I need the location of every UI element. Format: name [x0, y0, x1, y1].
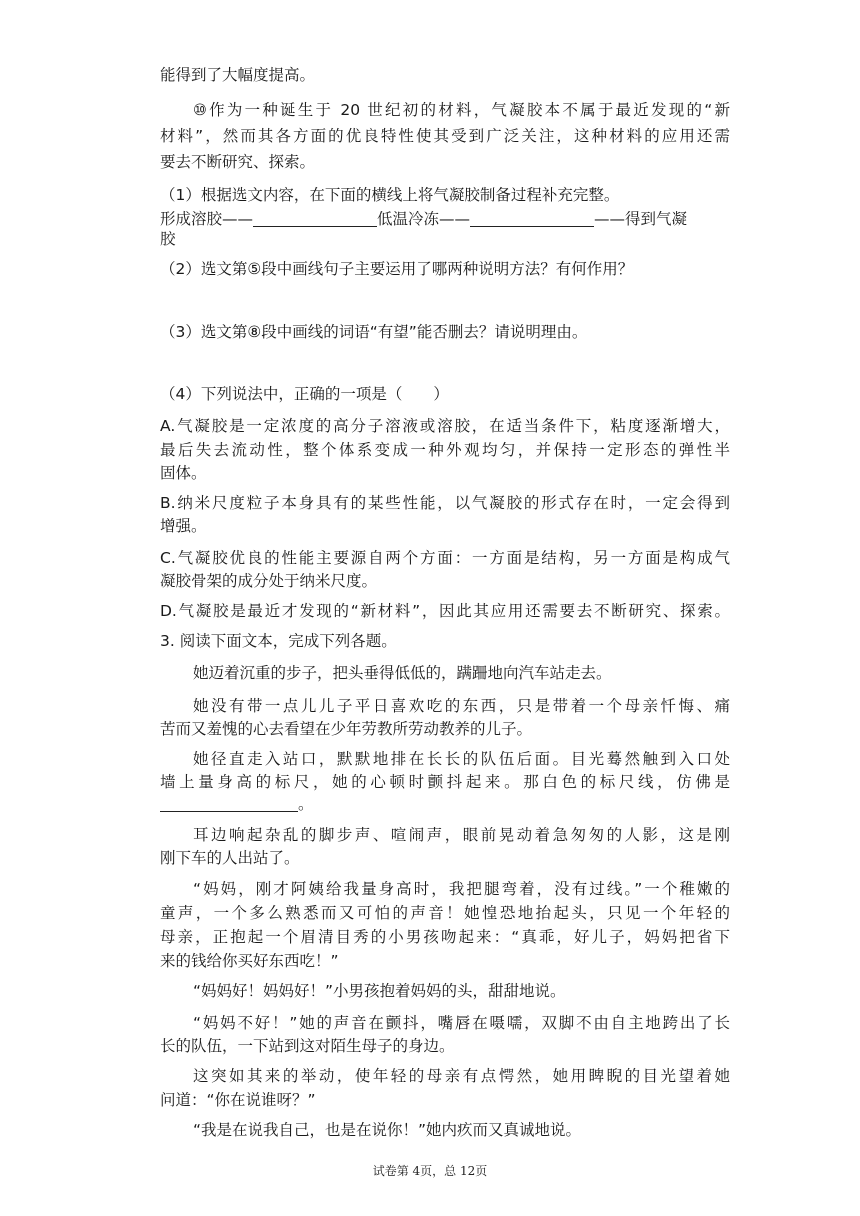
passage-paragraph: 她迈着沉重的步子，把头垂得低低的，蹒跚地向汽车站走去。: [193, 664, 612, 682]
passage-paragraph: 她没有带一点儿儿子平日喜欢吃的东西，只是带着一个母亲忏悔、痛: [193, 697, 730, 715]
option-c: C.气凝胶优良的性能主要源自两个方面：一方面是结构，另一方面是构成气: [160, 549, 730, 567]
answer-blank-1[interactable]: [253, 209, 377, 227]
answer-blank-2[interactable]: [470, 209, 594, 227]
option-d: D.气凝胶是最近才发现的“新材料”，因此其应用还需要去不断研究、探索。: [160, 602, 730, 620]
passage-paragraph: “妈妈，刚才阿姨给我量身高时，我把腿弯着，没有过线。”一个稚嫩的: [193, 880, 730, 898]
process-step-result: ——得到气凝: [594, 210, 688, 228]
question-3: （3）选文第⑧段中画线的词语“有望”能否删去？请说明理由。: [160, 323, 588, 341]
paragraph-10-line: ⑩作为一种诞生于 20 世纪初的材料，气凝胶本不属于最近发现的“新: [193, 101, 730, 119]
passage-paragraph: 墙上量身高的标尺，她的心顿时颤抖起来。那白色的标尺线，仿佛是: [160, 773, 730, 791]
process-step-sol: 形成溶胶——: [160, 210, 254, 228]
option-a: 最后失去流动性，整个体系变成一种外观均匀，并保持一定形态的弹性半: [160, 441, 730, 459]
paragraph-9-end: 能得到了大幅度提高。: [160, 66, 316, 84]
passage-paragraph: 长的队伍，一下站到这对陌生母子的身边。: [160, 1037, 455, 1055]
answer-blank-3[interactable]: [160, 794, 298, 812]
page-footer: 试卷第 4页，总 12页: [372, 1164, 488, 1178]
passage-paragraph: 耳边响起杂乱的脚步声、喧闹声，眼前晃动着急匆匆的人影，这是刚: [193, 826, 730, 844]
passage-paragraph: 苦而又羞愧的心去看望在少年劳教所劳动教养的儿子。: [160, 720, 533, 738]
passage-paragraph: 刚下车的人出站了。: [160, 849, 300, 867]
passage-paragraph: 问道：“你在说谁呀？”: [160, 1091, 316, 1109]
passage-paragraph: 童声，一个多么熟悉而又可怕的声音！她惶恐地抬起头，只见一个年轻的: [160, 904, 730, 922]
section-3-heading: 3. 阅读下面文本，完成下列各题。: [160, 632, 397, 650]
option-b: 增强。: [160, 517, 207, 535]
question-1: （1）根据选文内容，在下面的横线上将气凝胶制备过程补充完整。: [160, 186, 620, 204]
option-a: A.气凝胶是一定浓度的高分子溶液或溶胶，在适当条件下，粘度逐渐增大，: [160, 417, 730, 435]
question-4: （4）下列说法中，正确的一项是（ ）: [160, 385, 449, 403]
question-2: （2）选文第⑤段中画线句子主要运用了哪两种说明方法？有何作用？: [160, 260, 634, 278]
passage-fill-line: [160, 791, 730, 817]
option-a: 固体。: [160, 464, 207, 482]
passage-paragraph: 这突如其来的举动，使年轻的母亲有点愕然，她用睥睨的目光望着她: [193, 1067, 730, 1085]
option-c: 凝胶骨架的成分处于纳米尺度。: [160, 572, 378, 590]
passage-period: 。: [298, 795, 314, 813]
passage-paragraph: “我是在说我自己，也是在说你！”她内疚而又真诚地说。: [193, 1121, 582, 1139]
question-1-fill-line-end: 胶: [160, 230, 176, 248]
option-b: B.纳米尺度粒子本身具有的某些性能，以气凝胶的形式存在时，一定会得到: [160, 494, 730, 512]
paragraph-10-line: 材料”，然而其各方面的优良特性使其受到广泛关注，这种材料的应用还需: [160, 127, 730, 145]
passage-paragraph: 母亲，正抱起一个眉清目秀的小男孩吻起来：“真乖，好儿子，妈妈把省下: [160, 928, 730, 946]
paragraph-10-line: 要去不断研究、探索。: [160, 153, 316, 171]
passage-paragraph: “妈妈不好！”她的声音在颤抖，嘴唇在嗫嚅，双脚不由自主地跨出了长: [193, 1014, 730, 1032]
passage-paragraph: “妈妈好！妈妈好！”小男孩抱着妈妈的头，甜甜地说。: [193, 982, 566, 1000]
process-step-freeze: 低温冷冻——: [377, 210, 471, 228]
passage-paragraph: 来的钱给你买好东西吃！”: [160, 952, 339, 970]
passage-paragraph: 她径直走入站口，默默地排在长长的队伍后面。目光蓦然触到入口处: [193, 750, 730, 768]
